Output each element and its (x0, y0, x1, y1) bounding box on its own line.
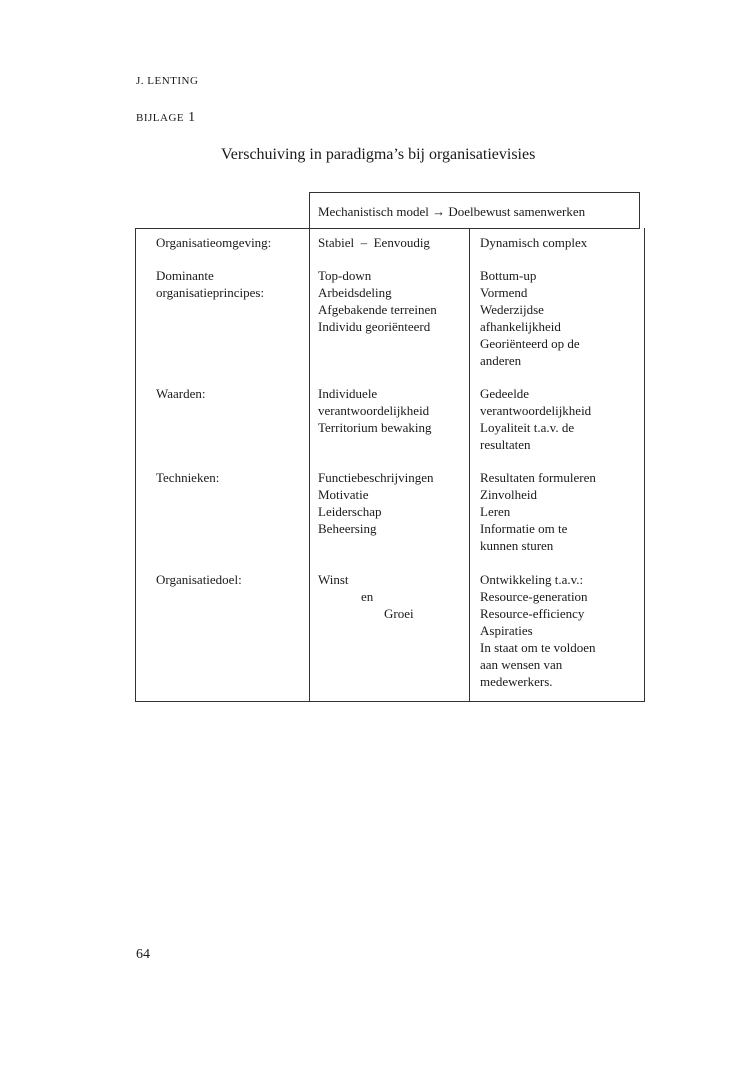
row-label: Dominante organisatieprincipes: (156, 268, 265, 300)
right-border (644, 228, 645, 702)
row-label: Organisatieomgeving: (156, 235, 272, 250)
row-label: Organisatiedoel: (156, 572, 242, 587)
mechanistic-cell: Stabiel – Eenvoudig (318, 235, 430, 250)
table-title: Verschuiving in paradigma’s bij organisatievisies (221, 146, 536, 163)
mechanistic-cell: Winst en Groei (318, 572, 414, 621)
purposeful-cell: Bottum-up Vormend Wederzijdse afhankelijkheid Georiënteerd op de anderen (480, 268, 580, 368)
purposeful-cell: Dynamisch complex (480, 235, 588, 250)
appendix-word: BIJLAGE (136, 112, 185, 124)
left-border (135, 228, 136, 702)
column-divider-2 (469, 228, 470, 702)
page-number: 64 (136, 947, 150, 962)
header-top-border (309, 192, 640, 193)
header-right-border (639, 192, 640, 229)
bottom-border (135, 701, 645, 702)
mechanistic-cell: Functiebeschrijvingen Motivatie Leiderschap Beheersing (318, 470, 434, 536)
purposeful-cell: Gedeelde verantwoordelijkheid Loyaliteit t.a.v. de resultaten (480, 386, 592, 452)
purposeful-cell: Resultaten formuleren Zinvolheid Leren Informatie om te kunnen sturen (480, 470, 596, 553)
appendix-number: 1 (188, 110, 196, 125)
row-label: Waarden: (156, 386, 206, 401)
mechanistic-cell: Top-down Arbeidsdeling Afgebakende terreinen Individu georiënteerd (318, 268, 437, 334)
appendix-label (136, 108, 195, 126)
purposeful-cell: Ontwikkeling t.a.v.: Resource-generation Resource-efficiency Aspiraties In staat om te voldoen aan wensen van medewerkers. (480, 572, 596, 689)
running-head-author: J. LENTING (136, 75, 199, 87)
mechanistic-cell: Individuele verantwoordelijkheid Territorium bewaking (318, 386, 432, 435)
column-divider-1 (309, 192, 310, 702)
row-label: Technieken: (156, 470, 220, 485)
table-header: Mechanistisch model → Doelbewust samenwerken (318, 204, 586, 219)
header-bottom-border (309, 228, 640, 229)
